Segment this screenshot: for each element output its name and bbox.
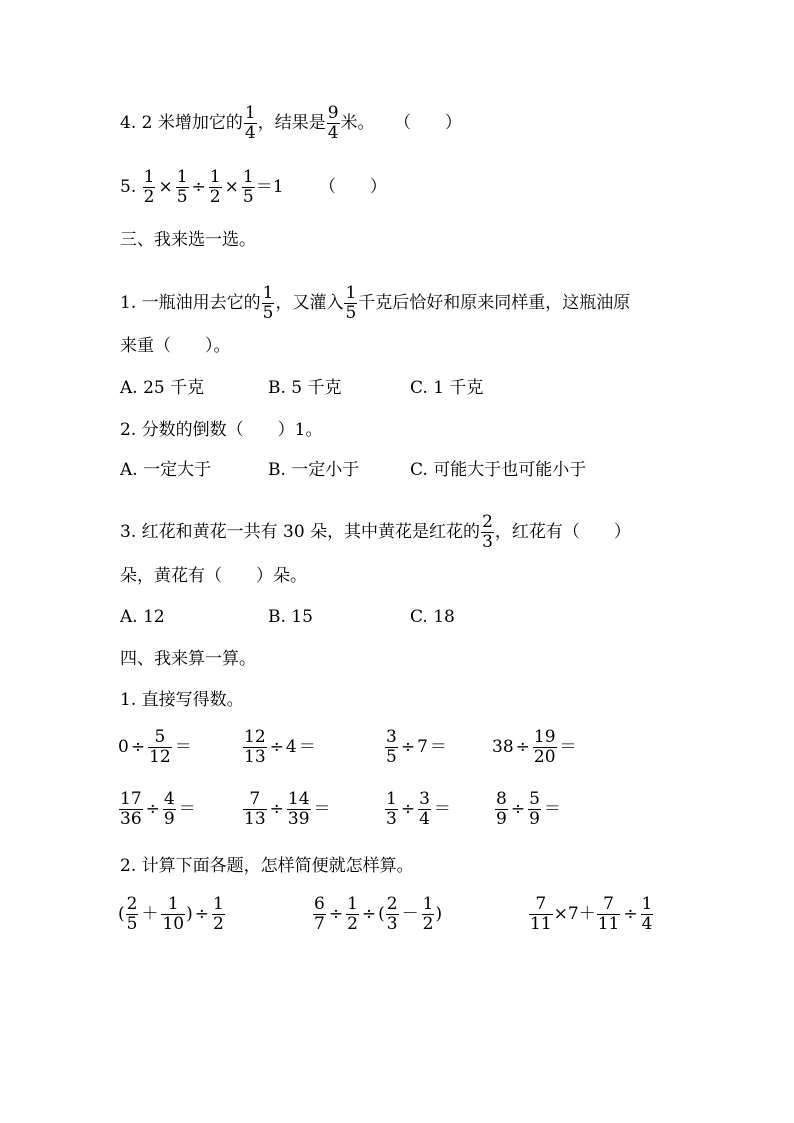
mental-calc-item: $\frac{3}{5}$ ÷ 7 ＝ [386, 727, 447, 767]
fraction: $\frac{1}{5}$ [242, 167, 254, 207]
judge-question-5 [120, 168, 387, 207]
simplify-expression-1: ( $\frac{2}{5}$ ＋ $\frac{1}{10}$ ) ÷ $\frac{1}{2}$ [118, 894, 224, 934]
option-b[interactable]: B. 5 千克 [268, 378, 342, 398]
mental-calc-item: 0 ÷ $\frac{5}{12}$ ＝ [118, 727, 192, 767]
option-a[interactable]: A. 一定大于 [120, 460, 212, 480]
calc-question-1-title: 1. 直接写得数。 [120, 690, 244, 710]
option-a[interactable]: A. 12 [120, 607, 165, 627]
fraction: $\frac{1}{2}$ [209, 167, 221, 207]
mental-calc-item: $\frac{12}{13}$ ÷ 4 ＝ [244, 727, 316, 767]
q-text: 千克后恰好和原来同样重，这瓶油原 [358, 293, 631, 313]
answer-paren[interactable]: （ ） [318, 177, 387, 197]
option-b[interactable]: B. 15 [268, 607, 313, 627]
operator: × [224, 177, 239, 197]
mental-calc-item: $\frac{8}{9}$ ÷ $\frac{5}{9}$ ＝ [496, 789, 561, 829]
choice-question-3-line2: 朵，黄花有（ ）朵。 [120, 566, 307, 586]
option-c[interactable]: C. 1 千克 [410, 378, 484, 398]
option-a[interactable]: A. 25 千克 [120, 378, 205, 398]
fraction: $\frac{2}{3}$ [482, 512, 493, 552]
q-text: 1. 一瓶油用去它的 [120, 293, 261, 313]
judge-question-4 [120, 104, 462, 143]
simplify-expression-2: $\frac{6}{7}$ ÷ $\frac{1}{2}$ ÷ ( $\frac{2}{3}$ － $\frac{1}{2}$ ) [314, 894, 443, 934]
option-b[interactable]: B. 一定小于 [268, 460, 360, 480]
q-number: 4. [120, 113, 137, 133]
simplify-expression-3: $\frac{7}{11}$ ×7＋ $\frac{7}{11}$ ÷ $\frac{1}{4}$ [530, 894, 653, 934]
mental-calc-item: $\frac{17}{36}$ ÷ $\frac{4}{9}$ ＝ [120, 789, 196, 829]
option-c[interactable]: C. 18 [410, 607, 455, 627]
mental-calc-item: $\frac{7}{13}$ ÷ $\frac{14}{39}$ ＝ [244, 789, 331, 829]
mental-calc-item: $\frac{1}{3}$ ÷ $\frac{3}{4}$ ＝ [386, 789, 451, 829]
choice-question-1-line2: 来重（ ）。 [120, 336, 231, 356]
fraction: $\frac{1}{5}$ [345, 283, 357, 323]
result: ＝1 [255, 177, 284, 197]
fraction: $\frac{1}{4}$ [244, 103, 256, 143]
q-text: 3. 红花和黄花一共有 30 朵，其中黄花是红花的 [120, 522, 481, 542]
fraction: $\frac{9}{4}$ [327, 103, 339, 143]
q-text: 米。 [340, 113, 375, 133]
fraction: $\frac{1}{2}$ [143, 167, 155, 207]
option-c[interactable]: C. 可能大于也可能小于 [410, 460, 587, 480]
choice-question-1 [120, 284, 630, 323]
q-text: ，红花有（ ） [494, 522, 631, 542]
fraction: $\frac{1}{5}$ [262, 283, 274, 323]
choice-question-2: 2. 分数的倒数（ ）1。 [120, 420, 323, 440]
mental-calc-item: 38 ÷ $\frac{19}{20}$ ＝ [492, 727, 577, 767]
calc-question-2-title: 2. 计算下面各题，怎样简便就怎样算。 [120, 856, 414, 876]
choice-question-3 [120, 513, 631, 552]
q-text: ，又灌入 [275, 293, 344, 313]
section-4-title: 四、我来算一算。 [120, 649, 256, 669]
q-text: 2 米增加它的 [141, 113, 243, 133]
answer-paren[interactable]: （ ） [393, 113, 462, 133]
operator: × [158, 177, 173, 197]
q-number: 5. [120, 177, 137, 197]
fraction: $\frac{1}{5}$ [176, 167, 188, 207]
q-text: ，结果是 [257, 113, 326, 133]
operator: ÷ [191, 177, 206, 197]
section-3-title: 三、我来选一选。 [120, 230, 256, 250]
